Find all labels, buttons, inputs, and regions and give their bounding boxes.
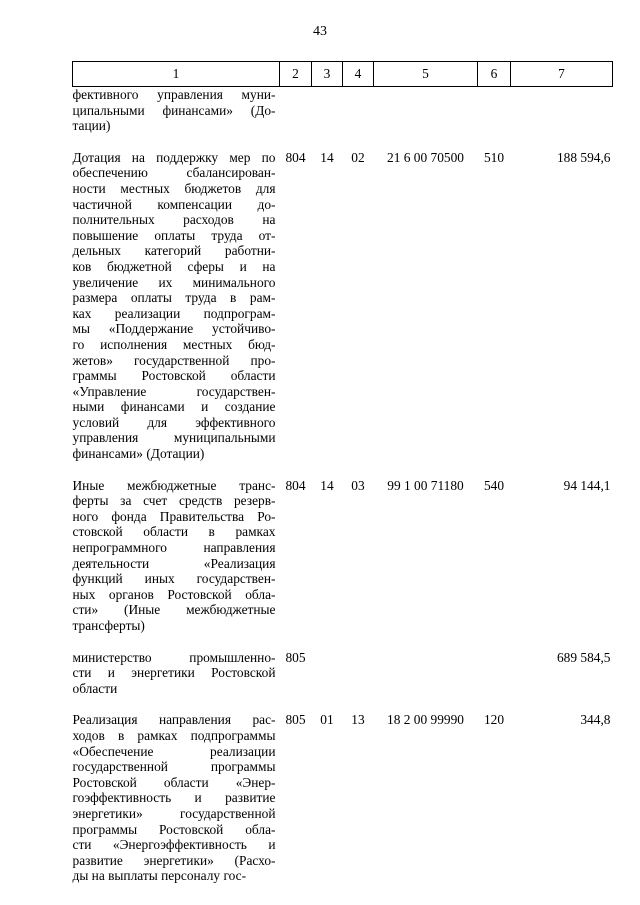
target-article-code: 18 2 00 99990: [387, 712, 464, 728]
description-line: Реализация направления рас-: [72, 712, 276, 728]
section-code: [312, 87, 343, 134]
description-line: управления муниципальными: [72, 430, 276, 446]
description-line: увеличение их минимального: [72, 274, 276, 290]
description-line: дельных категорий работни-: [72, 243, 276, 259]
description-line: государственной программы: [72, 759, 276, 775]
target-article-code: 99 1 00 71180: [387, 477, 464, 493]
subsection-code: 13: [351, 712, 365, 728]
description-line: полнительных расходов на: [72, 212, 276, 228]
target-article-code: [374, 87, 478, 134]
description-line: энергетики» государственной: [72, 805, 276, 821]
ministry-code: 805: [285, 712, 306, 728]
expense-type-code: [478, 87, 511, 134]
subsection-code: 03: [351, 477, 365, 493]
ministry-code: [280, 87, 312, 134]
description-line: ходов в рамках подпрограммы: [72, 727, 276, 743]
description-line: ков бюджетной сферы и на: [72, 258, 276, 274]
description-line: ках реализации подпрограм-: [72, 305, 276, 321]
description-line: министерство промышленно-: [72, 649, 276, 665]
budget-table: [72, 61, 613, 884]
amount-value: 344,8: [580, 712, 611, 728]
row-description: [73, 634, 280, 697]
description-line: программы Ростовской обла-: [72, 821, 276, 837]
row-description: [73, 134, 280, 462]
subsection-code: [343, 634, 374, 697]
row-description: [73, 87, 280, 134]
table-row: [73, 634, 613, 697]
description-line: финансами» (Дотации): [72, 446, 205, 462]
column-header: 6: [478, 62, 511, 87]
table-row: [73, 87, 613, 134]
description-line: Иные межбюджетные транс-: [72, 477, 276, 493]
page-number: 43: [313, 24, 327, 39]
expense-type-code: 510: [483, 149, 505, 165]
description-line: размера оплаты труда в рам-: [72, 290, 276, 306]
description-line: фективного управления муни-: [72, 87, 276, 102]
description-line: «Обеспечение реализации: [72, 743, 276, 759]
amount-value: 94 144,1: [563, 477, 611, 493]
description-line: тации): [72, 118, 111, 134]
table-row: [73, 462, 613, 634]
amount-value: 188 594,6: [556, 149, 611, 165]
column-header: 5: [374, 62, 478, 87]
description-line: гоэффективность и развитие: [72, 790, 276, 806]
expense-type-code: 120: [483, 712, 505, 728]
description-line: ферты за счет средств резерв-: [72, 493, 276, 509]
description-line: непрограммного направления: [72, 540, 276, 556]
description-line: сти» (Иные межбюджетные: [72, 602, 276, 618]
section-code: 14: [320, 149, 334, 165]
section-code: [312, 634, 343, 697]
description-line: граммы Ростовской области: [72, 368, 276, 384]
subsection-code: 02: [351, 149, 365, 165]
amount-value: 689 584,5: [556, 649, 611, 665]
description-line: Ростовской области «Энер-: [72, 774, 276, 790]
column-header: 7: [511, 62, 613, 87]
column-header: 4: [343, 62, 374, 87]
subsection-code: [343, 87, 374, 134]
description-line: ными финансами и создание: [72, 399, 276, 415]
table-body: [73, 87, 613, 884]
expense-type-code: [478, 634, 511, 697]
description-line: стовской области в рамках: [72, 524, 276, 540]
table-row: [73, 134, 613, 462]
ministry-code: 804: [285, 149, 306, 165]
description-line: деятельности «Реализация: [72, 555, 276, 571]
description-line: трансферты): [72, 618, 145, 633]
ministry-code: 805: [285, 649, 306, 665]
description-line: Дотация на поддержку мер по: [72, 149, 276, 165]
ministry-code: 804: [285, 477, 306, 493]
target-article-code: 21 6 00 70500: [387, 149, 464, 165]
section-code: 14: [320, 477, 334, 493]
description-line: области: [72, 680, 118, 696]
description-line: обеспечению сбалансирован-: [72, 165, 276, 181]
description-line: частичной компенсации до-: [72, 196, 276, 212]
description-line: условий для эффективного: [72, 414, 276, 430]
column-header: 3: [312, 62, 343, 87]
description-line: мы «Поддержание устойчиво-: [72, 321, 276, 337]
description-line: сти и энергетики Ростовской: [72, 665, 276, 681]
description-line: повышение оплаты труда от-: [72, 227, 276, 243]
description-line: ных органов Ростовской обла-: [72, 586, 276, 602]
amount-value: [511, 87, 613, 134]
table-row: [73, 696, 613, 884]
description-line: ципальными финансами» (До-: [72, 102, 276, 118]
row-description: [73, 696, 280, 884]
description-line: ды на выплаты персоналу гос-: [72, 868, 247, 884]
expense-type-code: 540: [483, 477, 505, 493]
target-article-code: [374, 634, 478, 697]
description-line: «Управление государствен-: [72, 383, 276, 399]
description-line: го исполнения местных бюд-: [72, 336, 276, 352]
section-code: 01: [320, 712, 334, 728]
description-line: развитие энергетики» (Расхо-: [72, 852, 276, 868]
row-description: [73, 462, 280, 634]
description-line: ного фонда Правительства Ро-: [72, 508, 276, 524]
table-header-row: [73, 62, 613, 87]
column-header: 2: [280, 62, 312, 87]
description-line: ности местных бюджетов для: [72, 180, 276, 196]
description-line: функций иных государствен-: [72, 571, 276, 587]
description-line: жетов» государственной про-: [72, 352, 276, 368]
description-line: сти «Энергоэффективность и: [72, 837, 276, 853]
column-header: 1: [73, 62, 280, 87]
